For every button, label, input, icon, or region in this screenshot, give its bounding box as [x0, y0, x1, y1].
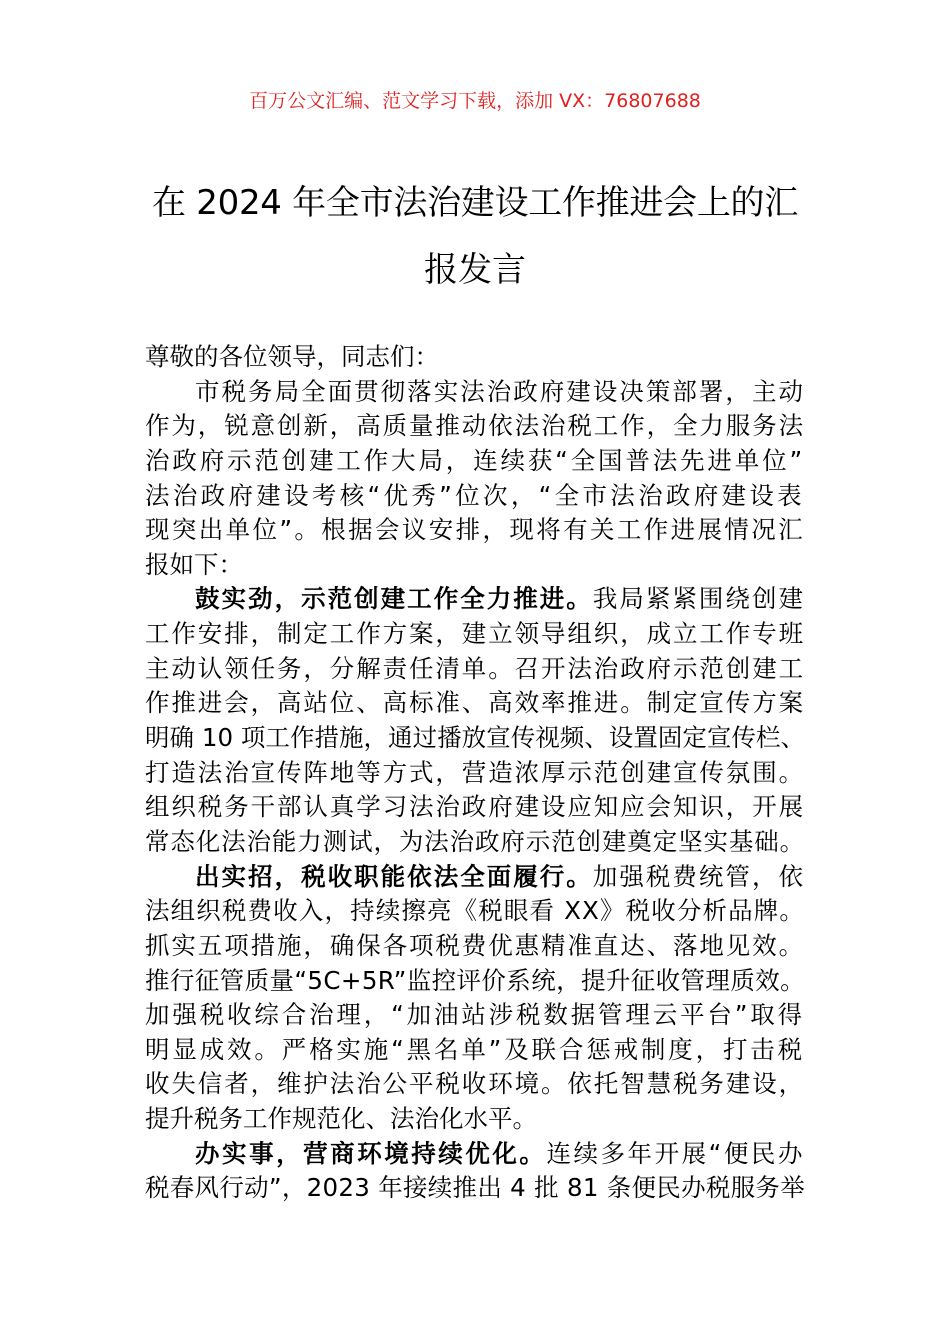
line-text: 报如下：	[145, 549, 243, 579]
line-text: 法组织税费收入，持续擦亮《税眼看 XX》税收分析品牌。	[145, 896, 805, 926]
line-text: 主动认领任务，分解责任清单。召开法治政府示范创建工	[145, 653, 805, 683]
section-heading: 办实事，营商环境持续优化。	[195, 1138, 547, 1168]
document-title-line-1-text: 在 2024 年全市法治建设工作推进会上的汇	[152, 183, 798, 223]
line-text: 加强税收综合治理，“加油站涉税数据管理云平台”取得	[145, 1000, 805, 1030]
line-content	[145, 686, 805, 721]
line-text: 工作安排，制定工作方案，建立领导组织，成立工作专班	[145, 619, 805, 649]
line-content	[195, 375, 805, 410]
text-line	[145, 1171, 805, 1206]
line-text: 打造法治宣传阵地等方式，营造浓厚示范创建宣传氛围。	[145, 757, 805, 787]
line-text: 法治政府建设考核“优秀”位次，“全市法治政府建设表	[145, 480, 805, 510]
line-content	[145, 894, 805, 929]
line-content	[195, 1137, 805, 1172]
line-content	[145, 998, 805, 1033]
line-text: 加强税费统管，依	[592, 861, 806, 891]
line-content	[145, 1033, 805, 1068]
line-content	[145, 1102, 537, 1137]
text-line	[145, 340, 805, 375]
text-line	[145, 825, 805, 860]
text-line	[145, 721, 805, 756]
text-line	[145, 617, 805, 652]
line-text: 尊敬的各位领导，同志们：	[145, 342, 439, 371]
line-content	[145, 340, 439, 375]
text-line	[145, 1137, 805, 1172]
line-content	[145, 479, 805, 514]
document-title-line-1	[0, 183, 950, 223]
line-content	[195, 860, 805, 895]
line-text: 组织税务干部认真学习法治政府建设应知应会知识，开展	[145, 792, 805, 822]
text-line	[145, 375, 805, 410]
line-content	[195, 582, 805, 617]
section-heading: 出实招，税收职能依法全面履行。	[195, 861, 593, 891]
line-content	[145, 756, 805, 791]
text-line	[145, 409, 805, 444]
line-content	[145, 617, 805, 652]
line-text: 提升税务工作规范化、法治化水平。	[145, 1104, 537, 1134]
line-content	[145, 929, 805, 964]
section-heading: 鼓实劲，示范创建工作全力推进。	[195, 584, 593, 614]
line-content	[145, 1171, 805, 1206]
text-line	[145, 756, 805, 791]
document-title-line-2: 报发言	[424, 250, 526, 290]
line-text: 税春风行动”，2023 年接续推出 4 批 81 条便民办税服务举	[145, 1173, 805, 1203]
watermark-header: 百万公文汇编、范文学习下载，添加 VX：76807688	[249, 90, 701, 112]
line-content	[145, 652, 805, 687]
line-text: 治政府示范创建工作大局，连续获“全国普法先进单位”	[145, 445, 805, 475]
line-text: 抓实五项措施，确保各项税费优惠精准直达、落地见效。	[145, 930, 805, 960]
line-content	[145, 1067, 805, 1102]
line-content	[145, 444, 805, 479]
text-line	[145, 444, 805, 479]
line-text: 连续多年开展“便民办	[546, 1138, 805, 1168]
line-content	[145, 825, 805, 860]
line-text: 现突出单位”。根据会议安排，现将有关工作进展情况汇	[145, 515, 805, 545]
document-body	[145, 340, 805, 1206]
line-text: 常态化法治能力测试，为法治政府示范创建奠定坚实基础。	[145, 826, 805, 856]
text-line	[145, 652, 805, 687]
line-text: 明显成效。严格实施“黑名单”及联合惩戒制度，打击税	[145, 1034, 805, 1064]
line-text: 明确 10 项工作措施，通过播放宣传视频、设置固定宣传栏、	[145, 723, 805, 753]
line-content	[145, 409, 805, 444]
text-line	[145, 790, 805, 825]
text-line	[145, 686, 805, 721]
line-text: 市税务局全面贯彻落实法治政府建设决策部署，主动	[195, 376, 805, 406]
line-content	[145, 964, 805, 999]
text-line	[145, 998, 805, 1033]
line-text: 作为，锐意创新，高质量推动依法治税工作，全力服务法	[145, 411, 805, 441]
text-line	[145, 894, 805, 929]
line-text: 作推进会，高站位、高标准、高效率推进。制定宣传方案	[145, 688, 805, 718]
line-text: 我局紧紧围绕创建	[592, 584, 806, 614]
line-content	[145, 721, 805, 756]
line-text: 收失信者，维护法治公平税收环境。依托智慧税务建设，	[145, 1069, 805, 1099]
line-content	[145, 513, 805, 548]
text-line	[145, 582, 805, 617]
text-line	[145, 479, 805, 514]
text-line	[145, 860, 805, 895]
text-line	[145, 548, 805, 583]
text-line	[145, 1067, 805, 1102]
text-line	[145, 964, 805, 999]
line-text: 推行征管质量“5C+5R”监控评价系统，提升征收管理质效。	[145, 965, 805, 995]
text-line	[145, 1102, 805, 1137]
text-line	[145, 1033, 805, 1068]
line-content	[145, 548, 243, 583]
text-line	[145, 513, 805, 548]
line-content	[145, 790, 805, 825]
text-line	[145, 929, 805, 964]
